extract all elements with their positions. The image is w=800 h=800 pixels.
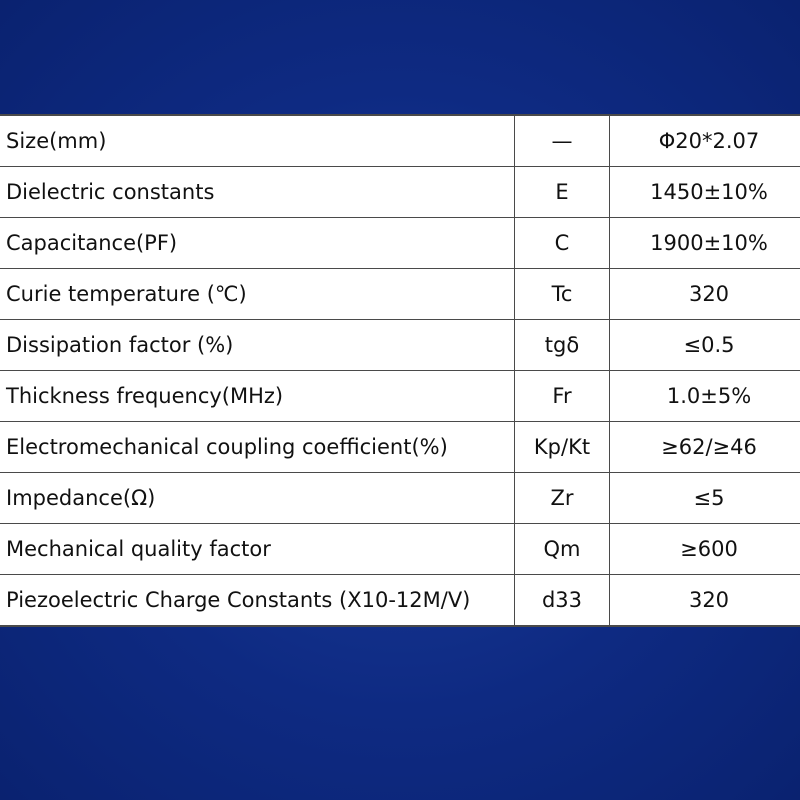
table-row [0, 575, 800, 627]
symbol-cell: — [515, 115, 610, 167]
table-row [0, 422, 800, 473]
symbol-cell: tgδ [515, 320, 610, 371]
background-top-panel [0, 0, 800, 114]
specification-table [0, 114, 800, 627]
background-bottom-panel [0, 628, 800, 800]
table-row [0, 371, 800, 422]
value-cell: 1900±10% [610, 218, 800, 269]
value-cell: ≤5 [610, 473, 800, 524]
value-cell: ≥62/≥46 [610, 422, 800, 473]
table-row [0, 320, 800, 371]
parameter-cell: Dissipation factor (%) [0, 320, 515, 371]
parameter-cell: Electromechanical coupling coefficient(%) [0, 422, 515, 473]
table-row [0, 115, 800, 167]
value-cell: 1450±10% [610, 167, 800, 218]
parameter-cell: Mechanical quality factor [0, 524, 515, 575]
table-row [0, 269, 800, 320]
parameter-cell: Dielectric constants [0, 167, 515, 218]
symbol-cell: Zr [515, 473, 610, 524]
parameter-cell: Impedance(Ω) [0, 473, 515, 524]
symbol-cell: d33 [515, 575, 610, 627]
value-cell: 1.0±5% [610, 371, 800, 422]
table-row [0, 524, 800, 575]
value-cell: Φ20*2.07 [610, 115, 800, 167]
table-row [0, 473, 800, 524]
parameter-cell: Capacitance(PF) [0, 218, 515, 269]
symbol-cell: Tc [515, 269, 610, 320]
table-row [0, 218, 800, 269]
table-row [0, 167, 800, 218]
symbol-cell: C [515, 218, 610, 269]
symbol-cell: E [515, 167, 610, 218]
value-cell: 320 [610, 575, 800, 627]
parameter-cell: Piezoelectric Charge Constants (X10-12M/V) [0, 575, 515, 627]
symbol-cell: Kp/Kt [515, 422, 610, 473]
parameter-cell: Size(mm) [0, 115, 515, 167]
parameter-cell: Curie temperature (℃) [0, 269, 515, 320]
value-cell: ≥600 [610, 524, 800, 575]
value-cell: ≤0.5 [610, 320, 800, 371]
symbol-cell: Qm [515, 524, 610, 575]
parameter-cell: Thickness frequency(MHz) [0, 371, 515, 422]
value-cell: 320 [610, 269, 800, 320]
symbol-cell: Fr [515, 371, 610, 422]
